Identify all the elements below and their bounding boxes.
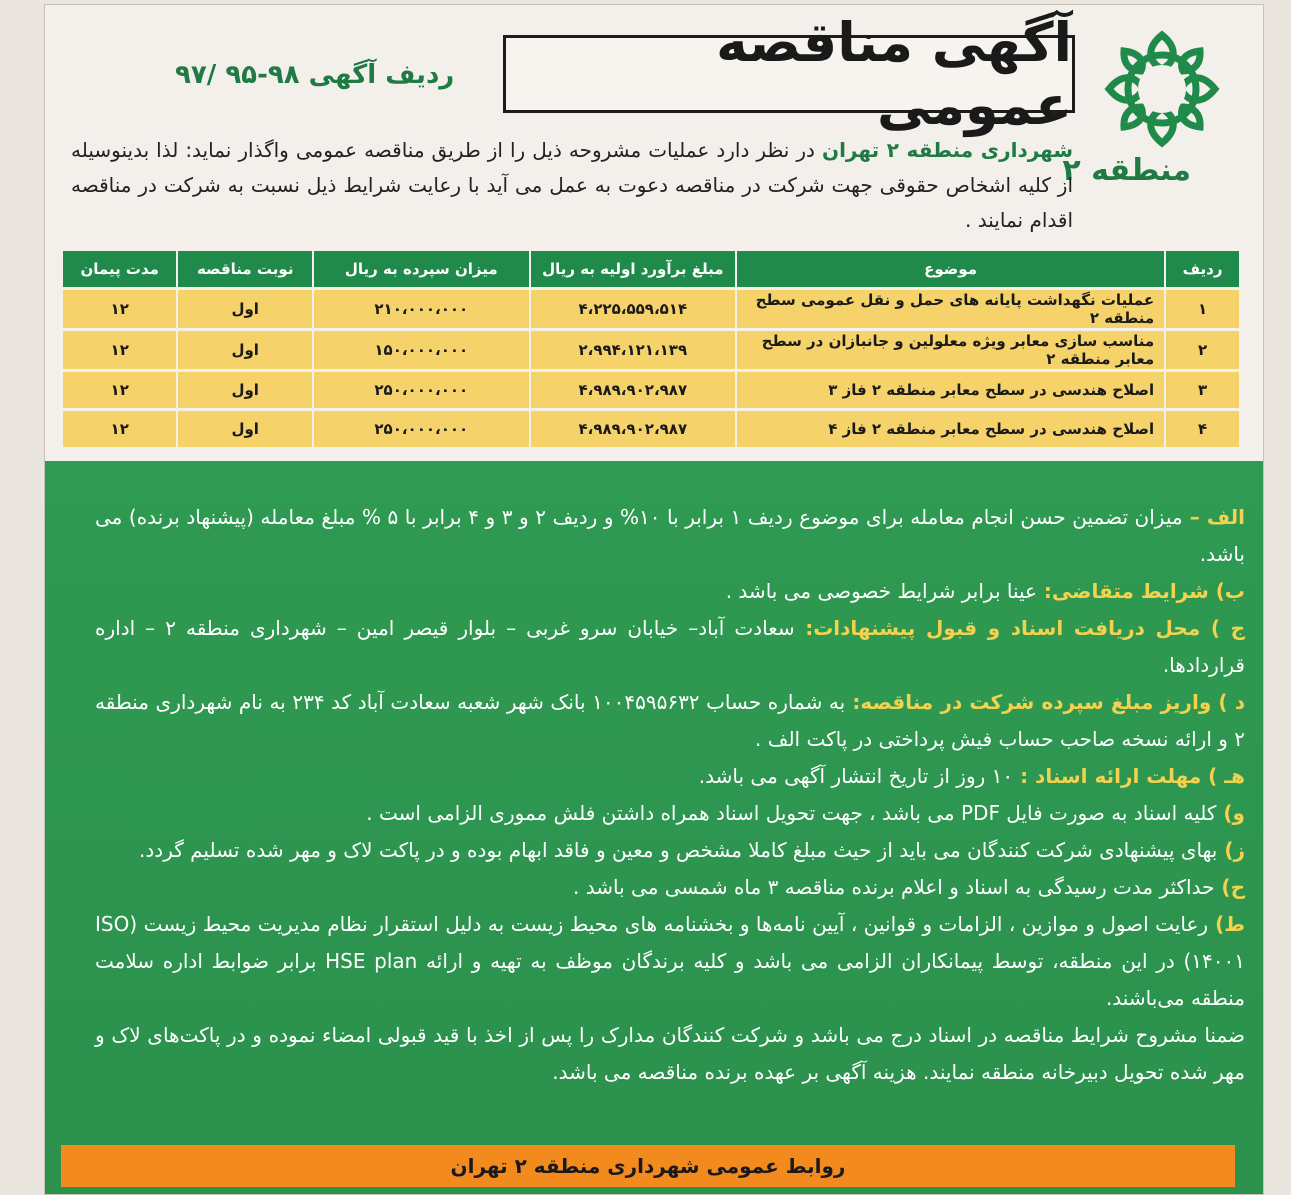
table-header-row — [62, 250, 1240, 289]
cell-subject: عملیات نگهداشت پایانه های حمل و نقل عمومی سطح منطقه ۲ — [736, 289, 1165, 330]
cell-round: اول — [177, 371, 313, 410]
condition-text: ضمنا مشروح شرایط مناقصه در اسناد درج می باشد و شرکت کنندگان مدارک را پس از اخذ با قید قبولی امضاء نموده و در پاکت‌های لاک و مهر شده تحویل دبیرخانه منطقه نمایند. هزینه آگهی بر عهده برنده مناقصه می باشد. — [95, 1023, 1245, 1084]
cell-duration: ۱۲ — [62, 410, 177, 449]
tehran-municipality-logo-icon — [1099, 27, 1225, 157]
condition-item — [95, 758, 1245, 795]
cell-deposit: ۲۱۰،۰۰۰،۰۰۰ — [313, 289, 530, 330]
condition-item — [95, 869, 1245, 906]
condition-text: کلیه اسناد به صورت فایل PDF می باشد ، جهت تحویل اسناد همراه داشتن فلش مموری الزامی است . — [366, 801, 1217, 825]
public-relations-bar — [61, 1145, 1235, 1187]
region-label: منطقه ۲ — [1062, 153, 1191, 188]
public-relations-text: روابط عمومی شهرداری منطقه ۲ تهران — [450, 1154, 846, 1178]
cell-subject: اصلاح هندسی در سطح معابر منطقه ۲ فاز ۳ — [736, 371, 1165, 410]
cell-row: ۲ — [1165, 330, 1240, 371]
top-section — [45, 5, 1263, 461]
condition-item — [95, 832, 1245, 869]
condition-text: سعادت آباد– خیابان سرو غربی – بلوار قیصر امین – شهرداری منطقه ۲ – اداره قراردادها. — [95, 616, 1245, 677]
cell-estimate: ۴،۹۸۹،۹۰۲،۹۸۷ — [530, 410, 736, 449]
cell-deposit: ۱۵۰،۰۰۰،۰۰۰ — [313, 330, 530, 371]
cell-estimate: ۴،۲۲۵،۵۵۹،۵۱۴ — [530, 289, 736, 330]
condition-key: ز) — [1217, 838, 1245, 862]
cell-duration: ۱۲ — [62, 330, 177, 371]
title-box — [503, 11, 1075, 137]
condition-key: ح) — [1214, 875, 1245, 899]
condition-text: حداکثر مدت رسیدگی به اسناد و اعلام برنده مناقصه ۳ ماه شمسی می باشد . — [573, 875, 1215, 899]
page-title: آگهی مناقصه عمومی — [715, 11, 1072, 137]
condition-text: میزان تضمین حسن انجام معامله برای موضوع ردیف ۱ برابر با ۱۰% و ردیف ۲ و ۳ و ۴ برابر با ۵ % مبلغ معامله (پیشنهاد برنده) می باشد. — [95, 505, 1245, 566]
condition-key: ج ) محل دریافت اسناد و قبول پیشنهادات: — [794, 616, 1246, 640]
cell-estimate: ۲،۹۹۴،۱۲۱،۱۳۹ — [530, 330, 736, 371]
condition-item — [95, 795, 1245, 832]
condition-item — [95, 610, 1245, 684]
col-deposit: میزان سپرده به ریال — [313, 250, 530, 289]
condition-key: و) — [1216, 801, 1245, 825]
col-estimate: مبلغ برآورد اولیه به ریال — [530, 250, 736, 289]
condition-text: رعایت اصول و موازین ، الزامات و قوانین ، آیین نامه‌ها و بخشنامه های محیط زیست به دلیل استقرار نظام مدیریت محیط زیست (ISO ۱۴۰۰۱) در این منطقه، توسط پیمانکاران الزامی می باشد و کلیه برندگان موظف به تهیه و ارائه HSE plan برابر ضوابط اداره سلامت منطقه می‌باشند. — [95, 912, 1245, 1010]
cell-duration: ۱۲ — [62, 371, 177, 410]
table-row — [62, 330, 1240, 371]
condition-key: هـ ) مهلت ارائه اسناد : — [1013, 764, 1245, 788]
cell-estimate: ۴،۹۸۹،۹۰۲،۹۸۷ — [530, 371, 736, 410]
table-row — [62, 289, 1240, 330]
conditions-list — [95, 499, 1245, 1091]
cell-deposit: ۲۵۰،۰۰۰،۰۰۰ — [313, 410, 530, 449]
table-row — [62, 371, 1240, 410]
intro-paragraph — [71, 133, 1073, 238]
intro-text: در نظر دارد عملیات مشروحه ذیل را از طریق مناقصه عمومی واگذار نماید: لذا بدینوسیله از کلیه اشخاص حقوقی جهت شرکت در مناقصه دعوت به عمل می آید با رعایت شرایط ذیل نسبت به شرکت در مناقصه اقدام نمایند . — [71, 138, 1073, 232]
condition-text: عینا برابر شرایط خصوصی می باشد . — [725, 579, 1037, 603]
tender-table — [61, 249, 1241, 449]
closing-note — [95, 1017, 1245, 1091]
tender-advertisement — [44, 4, 1264, 1195]
cell-subject: مناسب سازی معابر ویژه معلولین و جانبازان در سطح معابر منطقه ۲ — [736, 330, 1165, 371]
cell-round: اول — [177, 410, 313, 449]
condition-key: د ) واریز مبلغ سپرده شرکت در مناقصه: — [845, 690, 1245, 714]
cell-round: اول — [177, 330, 313, 371]
condition-key: ط) — [1208, 912, 1245, 936]
col-duration: مدت پیمان — [62, 250, 177, 289]
cell-duration: ۱۲ — [62, 289, 177, 330]
table-row — [62, 410, 1240, 449]
condition-key: ب) شرایط متقاضی: — [1036, 579, 1245, 603]
cell-row: ۴ — [1165, 410, 1240, 449]
condition-item — [95, 573, 1245, 610]
ad-reference: ردیف آگهی ۹۸-۹۵ /۹۷ — [175, 60, 455, 90]
condition-item — [95, 906, 1245, 1017]
cell-deposit: ۲۵۰،۰۰۰،۰۰۰ — [313, 371, 530, 410]
col-round: نوبت مناقصه — [177, 250, 313, 289]
condition-text: بهای پیشنهادی شرکت کنندگان می باید از حیث مبلغ کاملا مشخص و معین و فاقد ابهام بوده و در پاکت لاک و مهر شده تسلیم گردد. — [139, 838, 1218, 862]
condition-key: الف – — [1182, 505, 1246, 529]
cell-round: اول — [177, 289, 313, 330]
condition-item — [95, 684, 1245, 758]
condition-item — [95, 499, 1245, 573]
cell-subject: اصلاح هندسی در سطح معابر منطقه ۲ فاز ۴ — [736, 410, 1165, 449]
col-subject: موضوع — [736, 250, 1165, 289]
conditions-section — [45, 461, 1263, 1194]
condition-text: به شماره حساب ۱۰۰۴۵۹۵۶۳۲ بانک شهر شعبه سعادت آباد کد ۲۳۴ به نام شهرداری منطقه ۲ و ارائه نسخه صاحب حساب فیش پرداختی در پاکت الف . — [95, 690, 1245, 751]
condition-text: ۱۰ روز از تاریخ انتشار آگهی می باشد. — [698, 764, 1014, 788]
organization-name: شهرداری منطقه ۲ تهران — [822, 138, 1074, 162]
cell-row: ۱ — [1165, 289, 1240, 330]
col-row: ردیف — [1165, 250, 1240, 289]
cell-row: ۳ — [1165, 371, 1240, 410]
